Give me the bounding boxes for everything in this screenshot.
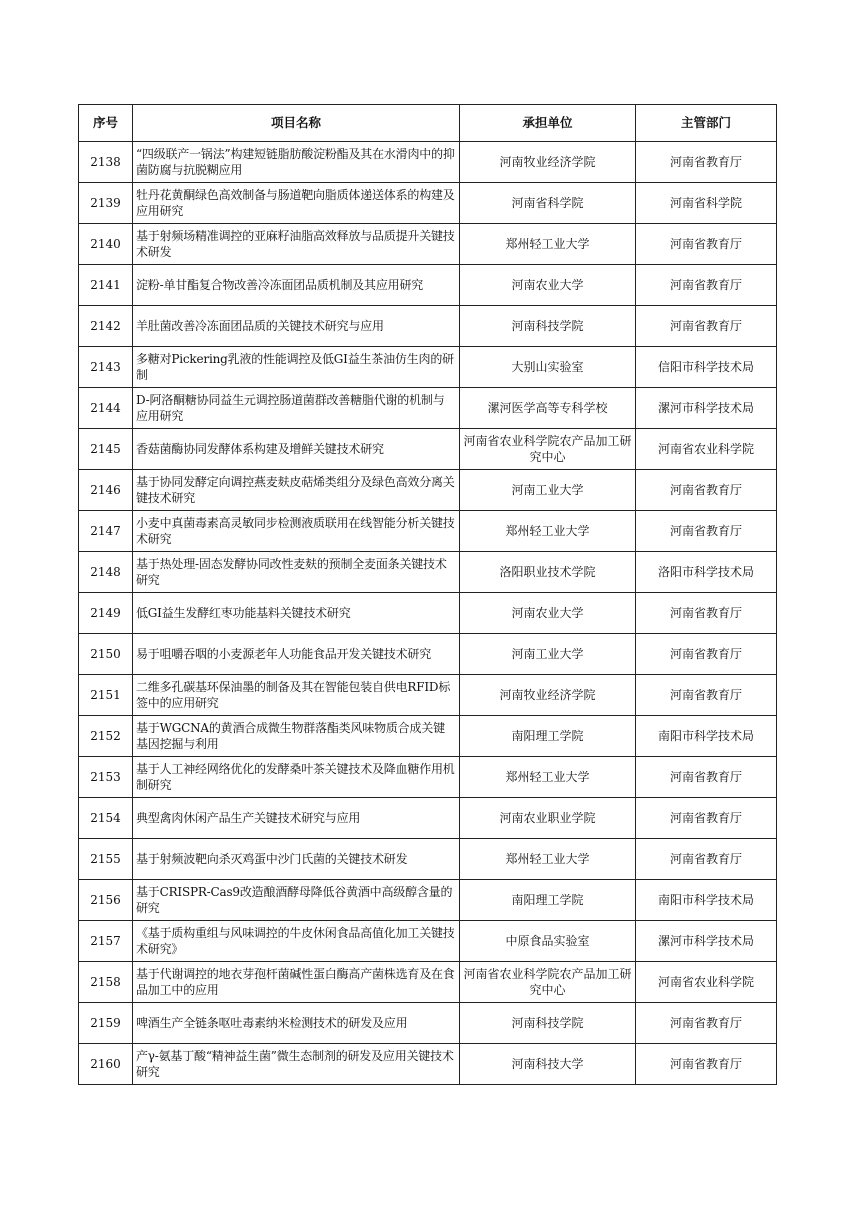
undertaking-unit-cell: 南阳理工学院 bbox=[460, 716, 636, 757]
project-name-cell: 基于人工神经网络优化的发酵桑叶茶关键技术及降血糖作用机制研究 bbox=[133, 757, 460, 798]
undertaking-unit-cell: 河南农业大学 bbox=[460, 593, 636, 634]
project-name-cell: D-阿洛酮糖协同益生元调控肠道菌群改善糖脂代谢的机制与应用研究 bbox=[133, 388, 460, 429]
supervising-dept-cell: 洛阳市科学技术局 bbox=[636, 552, 777, 593]
serial-no-cell: 2155 bbox=[79, 839, 133, 880]
serial-no-cell: 2148 bbox=[79, 552, 133, 593]
table-row bbox=[79, 716, 777, 757]
serial-no-cell: 2151 bbox=[79, 675, 133, 716]
serial-no-cell: 2156 bbox=[79, 880, 133, 921]
project-name-cell: 典型禽肉休闲产品生产关键技术研究与应用 bbox=[133, 798, 460, 839]
serial-no-cell: 2144 bbox=[79, 388, 133, 429]
table-row bbox=[79, 470, 777, 511]
undertaking-unit-cell: 郑州轻工业大学 bbox=[460, 757, 636, 798]
project-name-cell: 基于射频场精准调控的亚麻籽油脂高效释放与品质提升关键技术研发 bbox=[133, 224, 460, 265]
header-project-name: 项目名称 bbox=[133, 105, 460, 142]
serial-no-cell: 2159 bbox=[79, 1003, 133, 1044]
undertaking-unit-cell: 河南省科学院 bbox=[460, 183, 636, 224]
supervising-dept-cell: 河南省教育厅 bbox=[636, 839, 777, 880]
undertaking-unit-cell: 河南省农业科学院农产品加工研究中心 bbox=[460, 429, 636, 470]
table-row bbox=[79, 962, 777, 1003]
project-name-cell: 基于代谢调控的地衣芽孢杆菌碱性蛋白酶高产菌株选育及在食品加工中的应用 bbox=[133, 962, 460, 1003]
table-row bbox=[79, 880, 777, 921]
supervising-dept-cell: 河南省教育厅 bbox=[636, 675, 777, 716]
supervising-dept-cell: 河南省农业科学院 bbox=[636, 429, 777, 470]
table-header-row bbox=[79, 105, 777, 142]
table-row bbox=[79, 552, 777, 593]
undertaking-unit-cell: 河南工业大学 bbox=[460, 470, 636, 511]
table-row bbox=[79, 839, 777, 880]
project-name-cell: 牡丹花黄酮绿色高效制备与肠道靶向脂质体递送体系的构建及应用研究 bbox=[133, 183, 460, 224]
table-row bbox=[79, 224, 777, 265]
table-row bbox=[79, 183, 777, 224]
supervising-dept-cell: 河南省教育厅 bbox=[636, 265, 777, 306]
supervising-dept-cell: 南阳市科学技术局 bbox=[636, 880, 777, 921]
serial-no-cell: 2154 bbox=[79, 798, 133, 839]
project-name-cell: 啤酒生产全链条呕吐毒素纳米检测技术的研发及应用 bbox=[133, 1003, 460, 1044]
serial-no-cell: 2139 bbox=[79, 183, 133, 224]
supervising-dept-cell: 河南省教育厅 bbox=[636, 511, 777, 552]
table-body bbox=[79, 142, 777, 1085]
undertaking-unit-cell: 南阳理工学院 bbox=[460, 880, 636, 921]
table-row bbox=[79, 265, 777, 306]
serial-no-cell: 2141 bbox=[79, 265, 133, 306]
project-name-cell: 产γ-氨基丁酸“精神益生菌”微生态制剂的研发及应用关键技术研究 bbox=[133, 1044, 460, 1085]
project-name-cell: 《基于质构重组与风味调控的牛皮休闲食品高值化加工关键技术研究》 bbox=[133, 921, 460, 962]
undertaking-unit-cell: 大别山实验室 bbox=[460, 347, 636, 388]
header-serial-no: 序号 bbox=[79, 105, 133, 142]
serial-no-cell: 2157 bbox=[79, 921, 133, 962]
undertaking-unit-cell: 郑州轻工业大学 bbox=[460, 839, 636, 880]
supervising-dept-cell: 信阳市科学技术局 bbox=[636, 347, 777, 388]
undertaking-unit-cell: 郑州轻工业大学 bbox=[460, 511, 636, 552]
serial-no-cell: 2146 bbox=[79, 470, 133, 511]
header-undertaking-unit: 承担单位 bbox=[460, 105, 636, 142]
serial-no-cell: 2142 bbox=[79, 306, 133, 347]
serial-no-cell: 2145 bbox=[79, 429, 133, 470]
project-table bbox=[78, 104, 777, 1085]
table-row bbox=[79, 593, 777, 634]
project-name-cell: 基于WGCNA的黄酒合成微生物群落酯类风味物质合成关键基因挖掘与利用 bbox=[133, 716, 460, 757]
project-name-cell: 基于CRISPR-Cas9改造酿酒酵母降低谷黄酒中高级醇含量的研究 bbox=[133, 880, 460, 921]
serial-no-cell: 2152 bbox=[79, 716, 133, 757]
serial-no-cell: 2150 bbox=[79, 634, 133, 675]
undertaking-unit-cell: 河南科技大学 bbox=[460, 1044, 636, 1085]
undertaking-unit-cell: 河南工业大学 bbox=[460, 634, 636, 675]
supervising-dept-cell: 漯河市科学技术局 bbox=[636, 921, 777, 962]
supervising-dept-cell: 河南省教育厅 bbox=[636, 306, 777, 347]
serial-no-cell: 2147 bbox=[79, 511, 133, 552]
supervising-dept-cell: 河南省教育厅 bbox=[636, 1044, 777, 1085]
serial-no-cell: 2153 bbox=[79, 757, 133, 798]
supervising-dept-cell: 河南省教育厅 bbox=[636, 142, 777, 183]
table-row bbox=[79, 798, 777, 839]
project-name-cell: 低GI益生发酵红枣功能基料关键技术研究 bbox=[133, 593, 460, 634]
supervising-dept-cell: 河南省教育厅 bbox=[636, 634, 777, 675]
project-name-cell: “四级联产一锅法”构建短链脂肪酸淀粉酯及其在水滑肉中的抑菌防腐与抗脱糊应用 bbox=[133, 142, 460, 183]
header-supervising-dept: 主管部门 bbox=[636, 105, 777, 142]
undertaking-unit-cell: 郑州轻工业大学 bbox=[460, 224, 636, 265]
supervising-dept-cell: 河南省教育厅 bbox=[636, 470, 777, 511]
undertaking-unit-cell: 河南牧业经济学院 bbox=[460, 675, 636, 716]
supervising-dept-cell: 河南省教育厅 bbox=[636, 224, 777, 265]
table-row bbox=[79, 757, 777, 798]
undertaking-unit-cell: 河南科技学院 bbox=[460, 1003, 636, 1044]
project-name-cell: 小麦中真菌毒素高灵敏同步检测液质联用在线智能分析关键技术研究 bbox=[133, 511, 460, 552]
undertaking-unit-cell: 中原食品实验室 bbox=[460, 921, 636, 962]
project-name-cell: 基于射频波靶向杀灭鸡蛋中沙门氏菌的关键技术研发 bbox=[133, 839, 460, 880]
serial-no-cell: 2140 bbox=[79, 224, 133, 265]
table-row bbox=[79, 1003, 777, 1044]
supervising-dept-cell: 漯河市科学技术局 bbox=[636, 388, 777, 429]
table-row bbox=[79, 388, 777, 429]
serial-no-cell: 2160 bbox=[79, 1044, 133, 1085]
project-name-cell: 多糖对Pickering乳液的性能调控及低GI益生茶油仿生肉的研制 bbox=[133, 347, 460, 388]
undertaking-unit-cell: 河南农业职业学院 bbox=[460, 798, 636, 839]
table-row bbox=[79, 511, 777, 552]
undertaking-unit-cell: 河南科技学院 bbox=[460, 306, 636, 347]
serial-no-cell: 2149 bbox=[79, 593, 133, 634]
undertaking-unit-cell: 河南省农业科学院农产品加工研究中心 bbox=[460, 962, 636, 1003]
project-name-cell: 羊肚菌改善冷冻面团品质的关键技术研究与应用 bbox=[133, 306, 460, 347]
project-name-cell: 二维多孔碳基环保油墨的制备及其在智能包装自供电RFID标签中的应用研究 bbox=[133, 675, 460, 716]
supervising-dept-cell: 河南省农业科学院 bbox=[636, 962, 777, 1003]
table-row bbox=[79, 306, 777, 347]
table-row bbox=[79, 142, 777, 183]
serial-no-cell: 2143 bbox=[79, 347, 133, 388]
undertaking-unit-cell: 河南牧业经济学院 bbox=[460, 142, 636, 183]
table-row bbox=[79, 675, 777, 716]
table-row bbox=[79, 921, 777, 962]
undertaking-unit-cell: 河南农业大学 bbox=[460, 265, 636, 306]
project-name-cell: 香菇菌酶协同发酵体系构建及增鲜关键技术研究 bbox=[133, 429, 460, 470]
serial-no-cell: 2158 bbox=[79, 962, 133, 1003]
project-name-cell: 基于协同发酵定向调控燕麦麸皮萜烯类组分及绿色高效分离关键技术研究 bbox=[133, 470, 460, 511]
project-name-cell: 易于咀嚼吞咽的小麦源老年人功能食品开发关键技术研究 bbox=[133, 634, 460, 675]
supervising-dept-cell: 河南省科学院 bbox=[636, 183, 777, 224]
serial-no-cell: 2138 bbox=[79, 142, 133, 183]
supervising-dept-cell: 河南省教育厅 bbox=[636, 593, 777, 634]
supervising-dept-cell: 南阳市科学技术局 bbox=[636, 716, 777, 757]
supervising-dept-cell: 河南省教育厅 bbox=[636, 757, 777, 798]
supervising-dept-cell: 河南省教育厅 bbox=[636, 798, 777, 839]
supervising-dept-cell: 河南省教育厅 bbox=[636, 1003, 777, 1044]
project-name-cell: 基于热处理-固态发酵协同改性麦麸的预制全麦面条关键技术研究 bbox=[133, 552, 460, 593]
table-row bbox=[79, 429, 777, 470]
undertaking-unit-cell: 洛阳职业技术学院 bbox=[460, 552, 636, 593]
undertaking-unit-cell: 漯河医学高等专科学校 bbox=[460, 388, 636, 429]
project-name-cell: 淀粉-单甘酯复合物改善冷冻面团品质机制及其应用研究 bbox=[133, 265, 460, 306]
table-row bbox=[79, 634, 777, 675]
table-row bbox=[79, 347, 777, 388]
table-row bbox=[79, 1044, 777, 1085]
